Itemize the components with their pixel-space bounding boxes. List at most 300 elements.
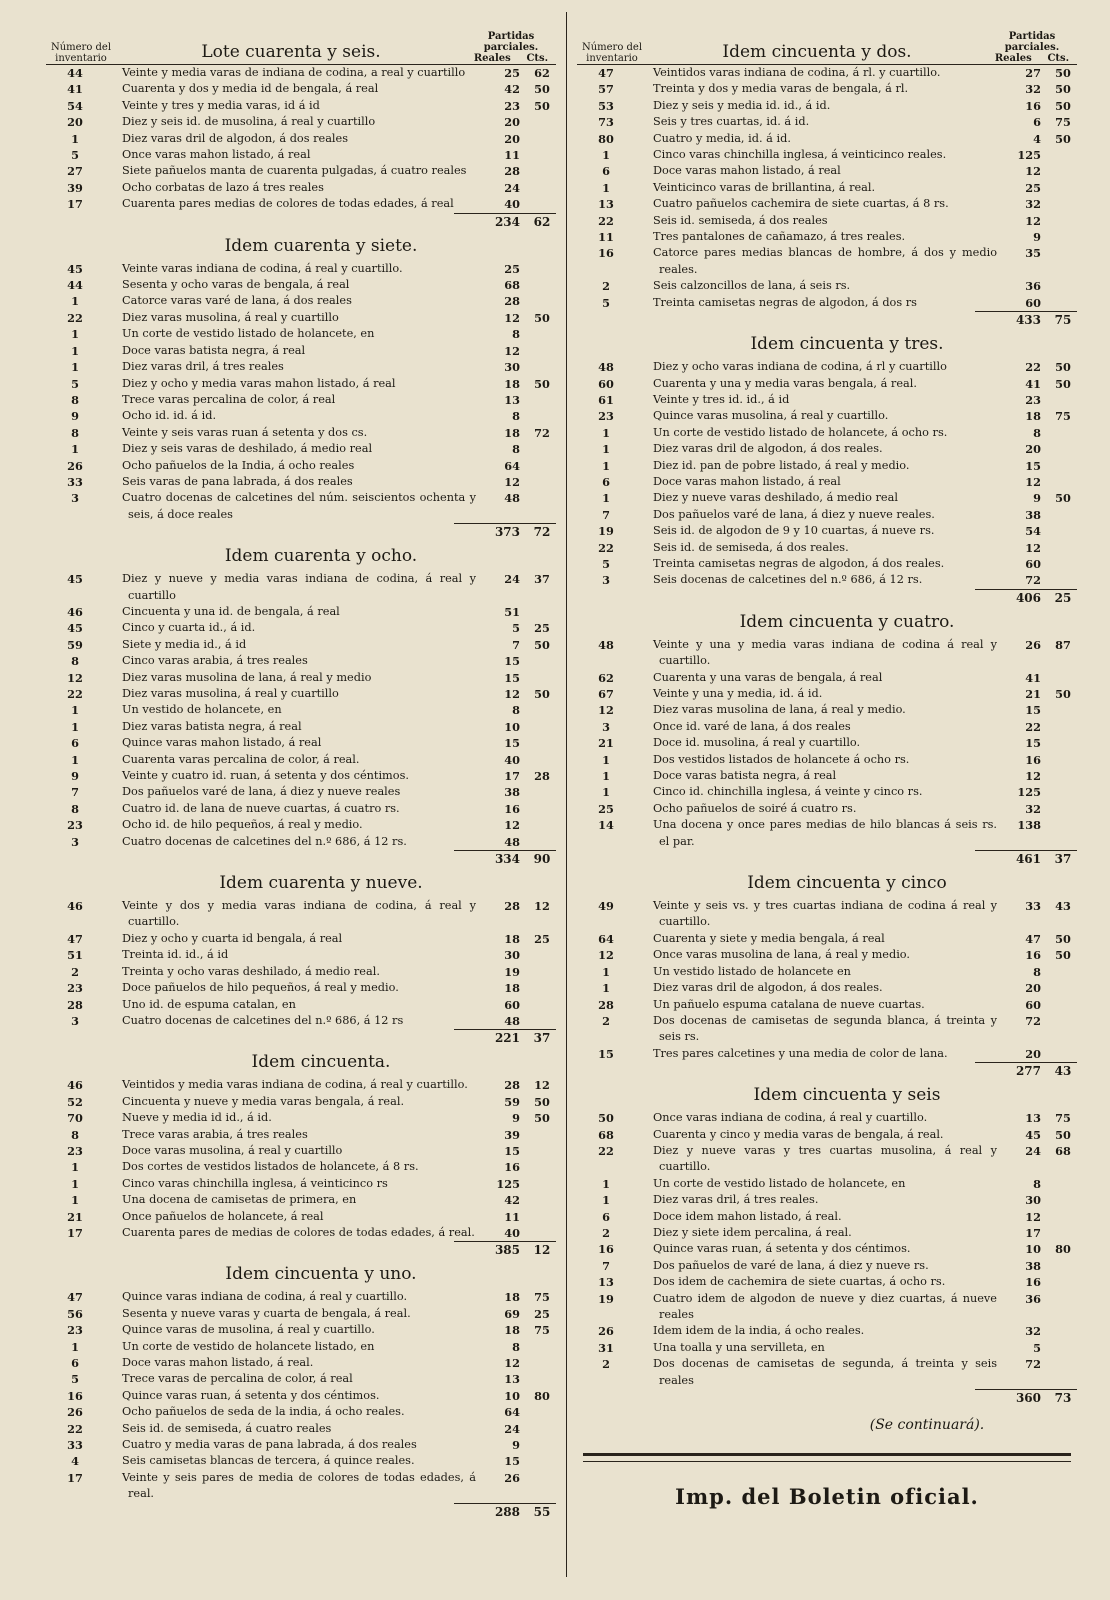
inventory-number: 46 — [67, 1078, 83, 1093]
amount-reales: 36 — [1025, 1291, 1041, 1306]
amount-reales: 15 — [504, 1454, 520, 1469]
amount-reales: 28 — [504, 1078, 520, 1093]
inventory-number: 44 — [67, 66, 83, 80]
amount-cents — [528, 474, 556, 490]
table-row — [46, 768, 556, 784]
table-row — [577, 1340, 1077, 1356]
item-description: Cuarenta pares medias de colores de todas edades, á real — [122, 197, 454, 211]
item-description: Un corte de vestido listado de holancete, en — [122, 327, 375, 341]
amount-cents: 80 — [1055, 1242, 1071, 1257]
item-description: Diez varas batista negra, á real — [122, 719, 302, 733]
table-row — [577, 670, 1077, 686]
inventory-number: 11 — [598, 230, 614, 245]
item-description: Ocho id. de hilo pequeños, á real y medio. — [122, 818, 363, 832]
inventory-number: 1 — [602, 425, 610, 440]
table-row — [46, 343, 556, 359]
amount-cents — [1049, 163, 1077, 179]
inventory-number: 1 — [602, 442, 610, 457]
amount-cents — [1049, 719, 1077, 735]
table-row — [46, 752, 556, 768]
amount-cents — [528, 114, 556, 130]
item-description: Sesenta y nueve varas y cuarta de bengala, á real. — [122, 1306, 411, 1320]
amount-cents: 50 — [1055, 82, 1071, 97]
amount-reales: 15 — [1025, 703, 1041, 718]
amount-reales: 8 — [512, 327, 520, 342]
inventory-number: 1 — [602, 491, 610, 506]
amount-cents: 87 — [1055, 637, 1071, 652]
amount-reales: 27 — [1025, 66, 1041, 80]
amount-cents — [528, 1437, 556, 1453]
left-column — [46, 12, 556, 1521]
inventory-number: 49 — [598, 899, 614, 914]
amount-cents: 50 — [1055, 491, 1071, 506]
item-description: Diez varas dril de algodon, á dos reales. — [653, 981, 883, 995]
table-row — [46, 98, 556, 114]
amount-reales: 60 — [504, 997, 520, 1012]
item-description: Cuatro id. de lana de nueve cuartas, á cuatro rs. — [122, 801, 400, 815]
table-row — [577, 1291, 1077, 1324]
table-row — [46, 1339, 556, 1355]
amount-cents — [528, 1225, 556, 1241]
amount-reales: 18 — [504, 931, 520, 946]
item-description: Diez varas dril de algodon, á dos reales — [122, 131, 349, 145]
amount-reales: 16 — [504, 1160, 520, 1175]
inventory-number: 4 — [71, 1454, 79, 1469]
lot-section — [46, 541, 556, 868]
amount-cents — [1049, 392, 1077, 408]
item-description: Cuatro docenas de calcetines del n.º 686, á 12 rs. — [122, 834, 407, 848]
amount-reales: 20 — [504, 131, 520, 146]
left-lots — [46, 65, 556, 1521]
lot-total — [577, 850, 1077, 868]
table-row — [577, 1046, 1077, 1062]
inventory-number: 57 — [598, 82, 614, 97]
table-row — [46, 686, 556, 702]
amount-reales: 28 — [504, 294, 520, 309]
item-description: Cuarenta pares de medias de colores de todas edades, á real. — [122, 1225, 475, 1239]
inventory-number: 48 — [598, 637, 614, 652]
table-row — [46, 653, 556, 669]
lot-section — [577, 65, 1077, 329]
table-row — [577, 784, 1077, 800]
inventory-number: 2 — [602, 1013, 610, 1028]
item-description: Veinte y una y media varas indiana de codina á real y cuartillo. — [653, 637, 997, 668]
item-description: Diez y seis id. de musolina, á real y cuartillo — [122, 115, 376, 129]
amount-cents — [528, 1339, 556, 1355]
inventory-number: 6 — [71, 736, 79, 751]
inventory-number: 27 — [67, 164, 83, 179]
amount-cents — [528, 196, 556, 212]
item-description: Dos vestidos listados de holancete á ocho rs. — [653, 752, 910, 766]
amount-reales: 4 — [1033, 131, 1041, 146]
table-row — [577, 131, 1077, 147]
item-description: Catorce pares medias blancas de hombre, á dos y medio reales. — [653, 246, 997, 276]
inventory-number: 3 — [71, 491, 79, 506]
inventory-number: 3 — [602, 719, 610, 734]
item-description: Dos pañuelos de varé de lana, á diez y nueve rs. — [653, 1258, 929, 1272]
table-row — [577, 65, 1077, 81]
inventory-number: 16 — [598, 246, 614, 261]
item-description: Seis id. de algodon de 9 y 10 cuartas, á nueve rs. — [653, 524, 935, 538]
lot-total — [46, 850, 556, 868]
item-description: Diez y nueve varas deshilado, á medio real — [653, 491, 898, 505]
amount-reales: 40 — [504, 197, 520, 212]
amount-cents — [528, 817, 556, 833]
inventory-number: 1 — [71, 442, 79, 457]
inventory-number: 26 — [598, 1324, 614, 1339]
table-row — [577, 1143, 1077, 1176]
amount-cents — [1049, 441, 1077, 457]
amount-cents — [528, 964, 556, 980]
amount-cents: 68 — [1055, 1143, 1071, 1158]
amount-reales: 24 — [1025, 1143, 1041, 1158]
table-row — [46, 490, 556, 523]
item-description: Treinta y dos y media varas de bengala, á rl. — [653, 82, 909, 96]
amount-reales: 9 — [512, 1438, 520, 1453]
inventory-number: 15 — [598, 1046, 614, 1061]
item-description: Diez y seis y media id. id., á id. — [653, 98, 831, 112]
item-description: Veinte varas indiana de codina, á real y cuartillo. — [122, 261, 403, 275]
amount-reales: 9 — [1033, 230, 1041, 245]
amount-reales: 47 — [1025, 931, 1041, 946]
inventory-number: 45 — [67, 572, 83, 587]
amount-reales: 18 — [504, 376, 520, 391]
inventory-number-heading: Número del inventario — [581, 42, 643, 64]
amount-cents — [1049, 817, 1077, 850]
table-row — [577, 637, 1077, 670]
item-description: Ocho pañuelos de soiré á cuatro rs. — [653, 801, 857, 815]
amount-reales: 18 — [504, 1323, 520, 1338]
lot-section — [577, 607, 1077, 868]
table-row — [46, 735, 556, 751]
amount-reales: 12 — [504, 1356, 520, 1370]
amount-cents: 50 — [534, 98, 550, 113]
lot-total — [46, 1241, 556, 1259]
table-row — [46, 1110, 556, 1126]
amount-reales: 10 — [504, 1388, 520, 1403]
amount-cents — [528, 293, 556, 309]
inventory-number: 14 — [598, 818, 614, 833]
item-description: Un corte de vestido listado de holancete, á ocho rs. — [653, 425, 948, 439]
total-cents: 75 — [1049, 311, 1077, 329]
amount-cents — [528, 408, 556, 424]
inventory-number: 39 — [67, 180, 83, 195]
amount-reales: 12 — [1025, 1209, 1041, 1224]
item-description: Seis camisetas blancas de tercera, á quince reales. — [122, 1454, 415, 1468]
table-row — [577, 81, 1077, 97]
table-row — [46, 1127, 556, 1143]
item-description: Veinte y seis pares de media de colores de todas edades, á real. — [122, 1470, 476, 1501]
lot-title: Idem cincuenta y seis — [753, 1085, 941, 1106]
continuation-note: (Se continuará). — [869, 1417, 985, 1434]
table-row — [577, 1323, 1077, 1339]
amount-reales: 20 — [1025, 981, 1041, 996]
inventory-number: 1 — [71, 1339, 79, 1354]
item-description: Quince varas musolina, á real y cuartillo. — [653, 409, 889, 423]
total-cents: 43 — [1049, 1062, 1077, 1080]
table-row — [46, 997, 556, 1013]
table-row — [46, 571, 556, 604]
amount-reales: 15 — [1025, 736, 1041, 751]
inventory-number: 17 — [67, 1225, 83, 1240]
amount-reales: 36 — [1025, 279, 1041, 294]
amount-cents: 50 — [1055, 376, 1071, 391]
table-row — [577, 425, 1077, 441]
table-row — [577, 556, 1077, 572]
amount-reales: 16 — [1025, 948, 1041, 963]
amount-cents — [1049, 784, 1077, 800]
item-description: Cinco varas chinchilla inglesa, á veinticinco rs — [122, 1176, 388, 1190]
amount-reales: 12 — [504, 474, 520, 489]
inventory-number: 1 — [602, 458, 610, 473]
amount-reales: 48 — [504, 491, 520, 506]
amount-cents — [528, 180, 556, 196]
inventory-number: 53 — [598, 98, 614, 113]
amount-cents — [528, 343, 556, 359]
table-row — [46, 1077, 556, 1093]
table-row — [577, 295, 1077, 311]
amount-reales: 60 — [1025, 997, 1041, 1012]
table-row — [577, 114, 1077, 130]
amount-cents — [1049, 1176, 1077, 1192]
item-description: Cinco varas chinchilla inglesa, á veinticinco reales. — [653, 148, 947, 162]
inventory-number: 23 — [67, 1323, 83, 1338]
amount-reales: 48 — [504, 834, 520, 849]
inventory-number: 52 — [67, 1094, 83, 1109]
item-description: Cinco varas arabia, á tres reales — [122, 654, 308, 668]
item-description: Doce id. musolina, á real y cuartillo. — [653, 736, 861, 750]
inventory-number: 21 — [598, 736, 614, 751]
table-row — [577, 540, 1077, 556]
amount-cents — [528, 163, 556, 179]
column-divider — [566, 12, 567, 1577]
amount-reales: 60 — [1025, 556, 1041, 571]
inventory-number: 1 — [602, 1193, 610, 1208]
amount-reales: 5 — [1033, 1340, 1041, 1355]
item-description: Diez varas dril, á tres reales. — [653, 1193, 819, 1207]
total-reales: 234 — [454, 213, 528, 231]
total-reales: 373 — [454, 523, 528, 541]
amount-cents — [1049, 1356, 1077, 1389]
amount-reales: 12 — [1025, 164, 1041, 179]
amount-cents — [1049, 1323, 1077, 1339]
table-row — [46, 604, 556, 620]
amount-cents: 62 — [534, 66, 550, 80]
item-description: Doce varas mahon listado, á real — [653, 164, 841, 178]
table-row — [46, 261, 556, 277]
amount-reales: 60 — [1025, 295, 1041, 310]
amount-cents: 80 — [534, 1388, 550, 1403]
amount-reales: 45 — [1025, 1127, 1041, 1142]
item-description: Doce varas batista negra, á real — [653, 769, 837, 783]
amount-cents: 50 — [534, 687, 550, 701]
item-description: Tres pares calcetines y una media de color de lana. — [653, 1046, 948, 1060]
inventory-number: 1 — [71, 294, 79, 309]
inventory-number: 5 — [602, 295, 610, 310]
inventory-number: 22 — [598, 540, 614, 555]
item-description: Veinte y tres y media varas, id á id — [122, 98, 320, 112]
inventory-number: 56 — [67, 1306, 83, 1321]
table-row — [577, 163, 1077, 179]
inventory-number: 1 — [71, 131, 79, 146]
table-row — [46, 359, 556, 375]
item-description: Siete y media id., á id — [122, 637, 247, 651]
table-row — [577, 474, 1077, 490]
amount-cents — [528, 670, 556, 686]
partidas-label: Partidas parciales. — [483, 31, 539, 53]
amount-reales: 35 — [1025, 246, 1041, 261]
inventory-number: 6 — [602, 1209, 610, 1224]
item-description: Diez y nueve varas y tres cuartas musolina, á real y cuartillo. — [653, 1143, 997, 1174]
amount-reales: 42 — [504, 1193, 520, 1208]
inventory-number: 23 — [67, 981, 83, 996]
amount-reales: 41 — [1025, 670, 1041, 685]
table-row — [577, 735, 1077, 751]
amount-reales: 18 — [1025, 409, 1041, 424]
item-description: Veinte y media varas de indiana de codina, a real y cuartillo — [122, 66, 466, 79]
inventory-number: 1 — [71, 327, 79, 342]
amount-reales: 16 — [504, 801, 520, 816]
cts-heading: Cts. — [1047, 53, 1070, 64]
table-row — [577, 719, 1077, 735]
inventory-number: 41 — [67, 82, 83, 97]
inventory-number: 61 — [598, 392, 614, 407]
item-description: Diez y ocho varas indiana de codina, á rl y cuartillo — [653, 360, 947, 374]
inventory-number: 62 — [598, 670, 614, 685]
amount-reales: 11 — [504, 148, 520, 163]
total-reales: 288 — [454, 1503, 528, 1521]
inventory-number: 47 — [598, 66, 614, 80]
total-reales: 406 — [975, 589, 1049, 607]
inventory-number-heading: Número del inventario — [50, 42, 112, 64]
amount-reales: 15 — [504, 736, 520, 751]
amount-reales: 24 — [504, 572, 520, 587]
item-description: Dos idem de cachemira de siete cuartas, á ocho rs. — [653, 1275, 946, 1289]
inventory-number: 51 — [67, 948, 83, 963]
table-row — [577, 752, 1077, 768]
amount-cents — [528, 947, 556, 963]
item-description: Sesenta y ocho varas de bengala, á real — [122, 278, 350, 292]
lot-total — [577, 1062, 1077, 1080]
table-row — [577, 213, 1077, 229]
inventory-number: 26 — [67, 458, 83, 473]
amount-reales: 26 — [504, 1470, 520, 1485]
amount-reales: 72 — [1025, 1013, 1041, 1028]
item-description: Doce varas musolina, á real y cuartillo — [122, 1143, 343, 1157]
amount-cents: 43 — [1055, 899, 1071, 914]
inventory-number: 19 — [598, 1291, 614, 1306]
amount-reales: 25 — [1025, 180, 1041, 195]
amount-cents — [1049, 752, 1077, 768]
left-column-header — [46, 12, 556, 65]
inventory-number: 23 — [67, 818, 83, 833]
item-description: Veinte y seis vs. y tres cuartas indiana de codina á real y cuartillo. — [653, 899, 997, 929]
cts-heading: Cts. — [526, 53, 549, 64]
item-description: Trece varas arabia, á tres reales — [122, 1127, 308, 1141]
amount-cents — [1049, 1192, 1077, 1208]
item-description: Un vestido listado de holancete en — [653, 964, 851, 978]
table-row — [577, 964, 1077, 980]
inventory-number: 3 — [71, 834, 79, 849]
item-description: Cinco id. chinchilla inglesa, á veinte y cinco rs. — [653, 785, 923, 799]
amount-reales: 68 — [504, 278, 520, 293]
table-row — [46, 392, 556, 408]
total-reales: 461 — [975, 850, 1049, 868]
item-description: Veinte y una y media, id. á id. — [653, 687, 823, 700]
inventory-number: 46 — [67, 899, 83, 914]
amount-reales: 13 — [1025, 1111, 1041, 1126]
item-description: Treinta camisetas negras de algodon, á dos reales. — [653, 556, 945, 570]
amount-reales: 25 — [504, 66, 520, 80]
table-row — [577, 1192, 1077, 1208]
table-row — [46, 277, 556, 293]
table-row — [46, 376, 556, 392]
total-reales: 221 — [454, 1029, 528, 1047]
table-row — [577, 278, 1077, 294]
inventory-number: 13 — [598, 1275, 614, 1290]
amount-reales: 8 — [1033, 964, 1041, 979]
inventory-number: 46 — [67, 604, 83, 619]
item-description: Cuarenta y dos y media id de bengala, á real — [122, 82, 379, 96]
amount-reales: 22 — [1025, 360, 1041, 375]
amount-reales: 19 — [504, 964, 520, 979]
table-row — [577, 1258, 1077, 1274]
amount-cents — [528, 1209, 556, 1225]
amount-cents — [1049, 213, 1077, 229]
table-row — [577, 1356, 1077, 1389]
amount-cents — [528, 702, 556, 718]
amount-cents — [528, 490, 556, 523]
table-row — [46, 441, 556, 457]
amount-cents — [1049, 295, 1077, 311]
amount-cents — [1049, 1046, 1077, 1062]
table-row — [46, 1437, 556, 1453]
item-description: Cuarenta varas percalina de color, á real. — [122, 752, 360, 766]
total-cents: 37 — [528, 1029, 556, 1047]
table-row — [46, 947, 556, 963]
table-row — [577, 490, 1077, 506]
lot-total — [577, 1389, 1077, 1407]
amount-cents — [1049, 1340, 1077, 1356]
table-row — [577, 1209, 1077, 1225]
item-description: Quince varas ruan, á setenta y dos céntimos. — [653, 1242, 911, 1256]
lot-section — [46, 1047, 556, 1259]
item-description: Ocho corbatas de lazo á tres reales — [122, 180, 324, 194]
table-row — [46, 65, 556, 81]
amount-cents — [1049, 702, 1077, 718]
total-cents: 25 — [1049, 589, 1077, 607]
item-description: Seis calzoncillos de lana, á seis rs. — [653, 279, 851, 293]
item-description: Once varas indiana de codina, á real y cuartillo. — [653, 1111, 928, 1125]
amount-cents — [528, 458, 556, 474]
amount-reales: 32 — [1025, 1324, 1041, 1339]
table-row — [46, 1013, 556, 1029]
amount-cents — [528, 1143, 556, 1159]
table-row — [46, 114, 556, 130]
amount-reales: 8 — [512, 703, 520, 718]
item-description: Diez y nueve y media varas indiana de codina, á real y cuartillo — [122, 572, 476, 602]
lot-section — [46, 1259, 556, 1520]
amount-reales: 39 — [504, 1127, 520, 1142]
total-reales: 385 — [454, 1241, 528, 1259]
inventory-number: 54 — [67, 98, 83, 113]
amount-cents — [528, 719, 556, 735]
table-row — [577, 1274, 1077, 1290]
amount-reales: 17 — [1025, 1225, 1041, 1240]
inventory-number: 6 — [602, 474, 610, 489]
amount-cents: 50 — [1055, 66, 1071, 80]
item-description: Treinta id. id., á id — [122, 948, 229, 962]
